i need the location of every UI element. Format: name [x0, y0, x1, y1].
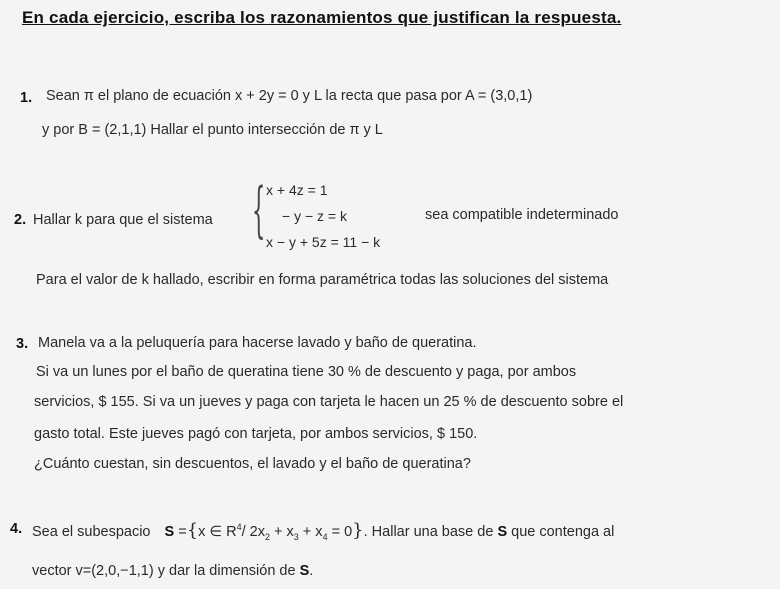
system-equation-2: − y − z = k	[282, 208, 347, 224]
subscript-4: 4	[322, 531, 328, 542]
exercise-3-line-4: gasto total. Este jueves pagó con tarjeta, por ambos servicios, $ 150.	[34, 426, 478, 442]
subspace-symbol-2: S	[497, 524, 508, 540]
exercise-3-line-5: ¿Cuánto cuestan, sin descuentos, el lavado y el baño de queratina?	[34, 456, 471, 472]
exercise-3-line-3: servicios, $ 155. Si va un jueves y paga con tarjeta le hacen un 25 % de descuento sobre el	[34, 394, 624, 410]
exercise-1-line-1: Sean π el plano de ecuación x + 2y = 0 y L la recta que pasa por A = (3,0,1)	[46, 88, 533, 104]
system-equation-1: x + 4z = 1	[266, 182, 328, 198]
subscript-3: 3	[293, 531, 299, 542]
system-equation-3: x − y + 5z = 11 − k	[266, 234, 381, 250]
exercise-2-condition: sea compatible indeterminado	[425, 207, 619, 223]
exercise-4-number: 4.	[10, 521, 23, 537]
page-title: En cada ejercicio, escriba los razonamientos que justifican la respuesta.	[22, 8, 622, 27]
set-condition: / 2x	[241, 524, 265, 540]
sea-text: Sea el subespacio	[32, 524, 151, 540]
exercise-3-line-1: Manela va a la peluquería para hacerse lavado y baño de queratina.	[38, 335, 477, 351]
set-equals-zero: = 0	[327, 524, 353, 540]
vector-text: vector v=(2,0,−1,1) y dar la dimensión de	[32, 563, 296, 579]
system-brace: {	[252, 175, 266, 245]
exercise-2-number: 2.	[14, 212, 27, 228]
exercise-4-line-1	[32, 520, 614, 542]
exercise-2-followup: Para el valor de k hallado, escribir en forma paramétrica todas las soluciones del sistema	[36, 272, 609, 288]
set-term-3: + x	[269, 524, 294, 540]
exercise-4-line-2	[32, 563, 313, 579]
subspace-symbol: S	[164, 524, 175, 540]
exercise-4-after-2: que contenga al	[511, 524, 615, 540]
set-term-4: + x	[298, 524, 323, 540]
final-period: .	[309, 563, 314, 579]
exercise-3-number: 3.	[16, 336, 29, 352]
set-element: x ∈ R	[198, 524, 237, 540]
dimension-exponent: 4	[236, 522, 242, 533]
subscript-2: 2	[264, 531, 270, 542]
equals-sign: =	[178, 524, 187, 540]
set-open-brace: {	[186, 520, 199, 541]
subspace-symbol-3: S	[299, 563, 310, 579]
exercise-3-line-2: Si va un lunes por el baño de queratina tiene 30 % de descuento y paga, por ambos	[36, 364, 577, 380]
exercise-2-intro: Hallar k para que el sistema	[33, 212, 213, 228]
exercise-1-line-2: y por B = (2,1,1) Hallar el punto intersección de π y L	[42, 122, 383, 138]
exercise-1-number: 1.	[20, 90, 33, 106]
set-close-brace: }	[352, 520, 364, 541]
exercise-4-after: . Hallar una base de	[363, 524, 494, 540]
